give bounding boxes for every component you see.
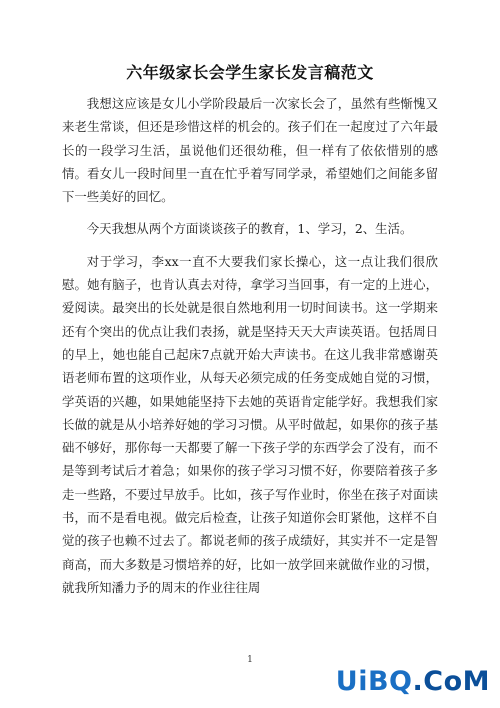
page-number: 1 [247,655,253,665]
paragraph-2: 今天我想从两个方面谈谈孩子的教育，1、学习，2、生活。 [86,221,413,237]
document-body [62,92,438,608]
watermark-text: UiBQ [335,666,413,697]
site-watermark [336,666,490,697]
document-title: 六年级家长会学生家长发言稿范文 [126,63,374,82]
paragraph-1: 我想这应该是女儿小学阶段最后一次家长会了，虽然有些惭愧又来老生常谈，但还是珍惜这样的机会的。孩子们在一起度过了六年最长的一段学习生活，虽说他们还很幼稚，但一样有了依依惜别的感情。看女儿一段时间里一直在忙乎着写同学录，希望她们之间能多留下一些美好的回忆。 [62,96,438,205]
watermark-domain: .CoM [412,666,490,697]
paragraph-3: 对于学习，李xx一直不大要我们家长操心，这一点让我们很欣慰。她有脑子，也肯认真去对待，拿学习当回事，有一定的上进心，爱阅读。最突出的长处就是很自然地利用一切时间读书。这一学期来还有个突出的优点让我们表扬，就是坚持天天大声读英语。包括周日的早上，她也能自己起床7点就开始大声读书。在这儿我非常感谢英语老师布置的这项作业，从每天必须完成的任务变成她自觉的习惯，学英语的兴趣，如果她能坚持下去她的英语肯定能学好。我想我们家长做的就是从小培养好她的学习习惯。从平时做起，如果你的孩子基础不够好，那你每一天都要了解一下孩子学的东西学会了没有，而不是等到考试后才着急；如果你的孩子学习习惯不好，你要陪着孩子多走一些路，不要过早放手。比如，孩子写作业时，你坐在孩子对面读书，而不是看电视。做完后检查，让孩子知道你会盯紧他，这样不自觉的孩子也赖不过去了。都说老师的孩子成绩好，其实并不一定是智商高，而大多数是习惯培养的好，比如一放学回来就做作业的习惯，就我所知潘力予的周末的作业往往周 [62,253,438,595]
